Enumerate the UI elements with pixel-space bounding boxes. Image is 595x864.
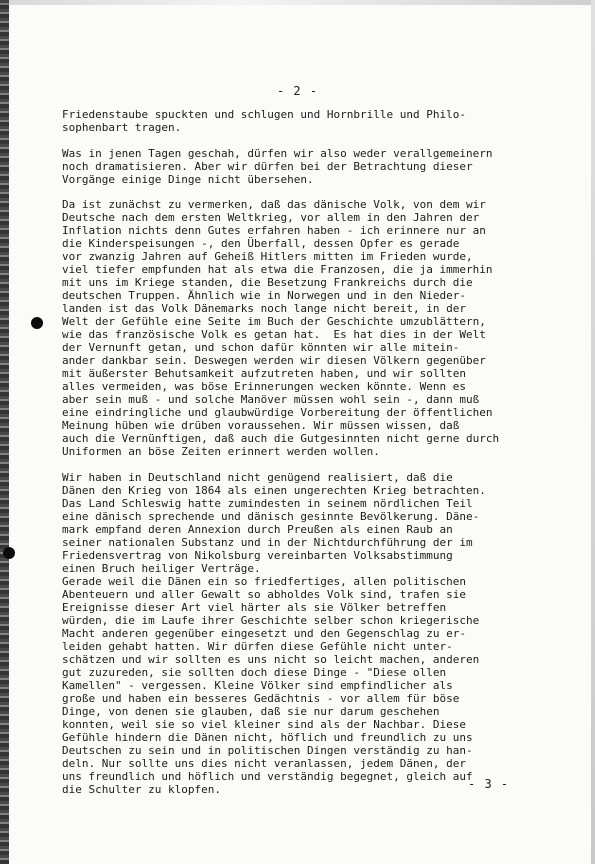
paragraph-4: Wir haben in Deutschland nicht genügend realisiert, daß die Dänen den Krieg von 1864 als einen ungerechten Krieg betrachten. Das Land Schleswig hatte zumindesten in seinem nördlichen Teil eine dänisch sprechende und dänisch gesinnte Bevölkerung. Däne- mark empfand deren Annexion durch Preußen als einen Raub an seiner nationalen Substanz und in der Nichtdurchführung der im Friedensvertrag von Nikolsburg vereinbarten Volksabstimmung einen Bruch heiliger Verträge. xyxy=(62,471,486,575)
punch-hole-lower xyxy=(3,547,15,559)
punch-hole-upper xyxy=(31,317,43,329)
scan-edge-right xyxy=(591,0,595,864)
paragraph-5: Gerade weil die Dänen ein so friedfertiges, allen politischen Abenteuern und aller Gewalt so abholdes Volk sind, trafen sie Ereignisse dieser Art viel härter als sie Völker betreffen würden, die im Laufe ihrer Geschichte selber schon kriegerische Macht anderen gegenüber eingesetzt und den Gegenschlag zu er- leiden gehabt hatten. Wir dürfen diese Gefühle nicht unter- schätzen und wir sollten es uns nicht so leicht machen, anderen gut zuzureden, sie sollten doch diese Dinge - "Diese ollen Kamellen" - vergessen. Kleine Völker sind empfindlicher als große und haben ein besseres Gedächtnis - vor allem für böse Dinge, von denen sie glauben, daß sie nur darum geschehen konnten, weil sie so viel kleiner sind als der Nachbar. Diese Gefühle hindern die Dänen nicht, höflich und freundlich zu uns Deutschen zu sein und in politischen Dingen verständig zu han- deln. Nur sollte uns dies nicht veranlassen, jedem Dänen, der uns freundlich und höflich und verständig begegnet, gleich auf die Schulter zu klopfen. xyxy=(62,575,480,796)
paragraph-3: Da ist zunächst zu vermerken, daß das dänische Volk, von dem wir Deutsche nach dem ersten Weltkrieg, vor allem in den Jahren der Inflation nichts denn Gutes erfahren haben - ich erinnere nur an die Kinderspeisungen -, den Überfall, dessen Opfer es gerade vor zwanzig Jahren auf Geheiß Hitlers mitten im Frieden wurde, viel tiefer empfunden hat als etwa die Franzosen, die ja immerhin mit uns im Kriege standen, die Besetzung Frankreichs durch die deutschen Truppen. Ähnlich wie in Norwegen und in den Nieder- landen ist das Volk Dänemarks noch lange nicht bereit, in der Welt der Gefühle eine Seite im Buch der Geschichte umzublättern, wie das französische Volk es getan hat. Es hat dies in der Welt der Vernunft getan, und schon dafür könnten wir alle mitein- ander dankbar sein. Deswegen werden wir diesen Völkern gegenüber mit äußerster Behutsamkeit aufzutreten haben, und wir sollten alles vermeiden, was böse Erinnerungen wecken könnte. Wenn es aber sein muß - und solche Manöver müssen wohl sein -, dann muß eine eindringliche und glaubwürdige Vorbereitung der öffentlichen Meinung hüben wie drüben voraussehen. Wir müssen wissen, daß auch die Vernünftigen, daß auch die Gutgesinnten nicht gerne durch Uniformen an böse Zeiten erinnert werden wollen. xyxy=(62,198,500,458)
scan-edge-top xyxy=(0,0,595,5)
scan-edge-left xyxy=(0,0,9,864)
page-number: - 2 - xyxy=(276,84,319,98)
next-page-marker: - 3 - xyxy=(468,777,510,791)
paragraph-1: Friedenstaube spuckten und schlugen und Hornbrille und Philo- sophenbart tragen. xyxy=(62,108,466,134)
paragraph-2: Was in jenen Tagen geschah, dürfen wir also weder verallgemeinern noch dramatisieren. Aber wir dürfen bei der Betrachtung dieser Vorgänge einige Dinge nicht übersehen. xyxy=(62,147,493,186)
